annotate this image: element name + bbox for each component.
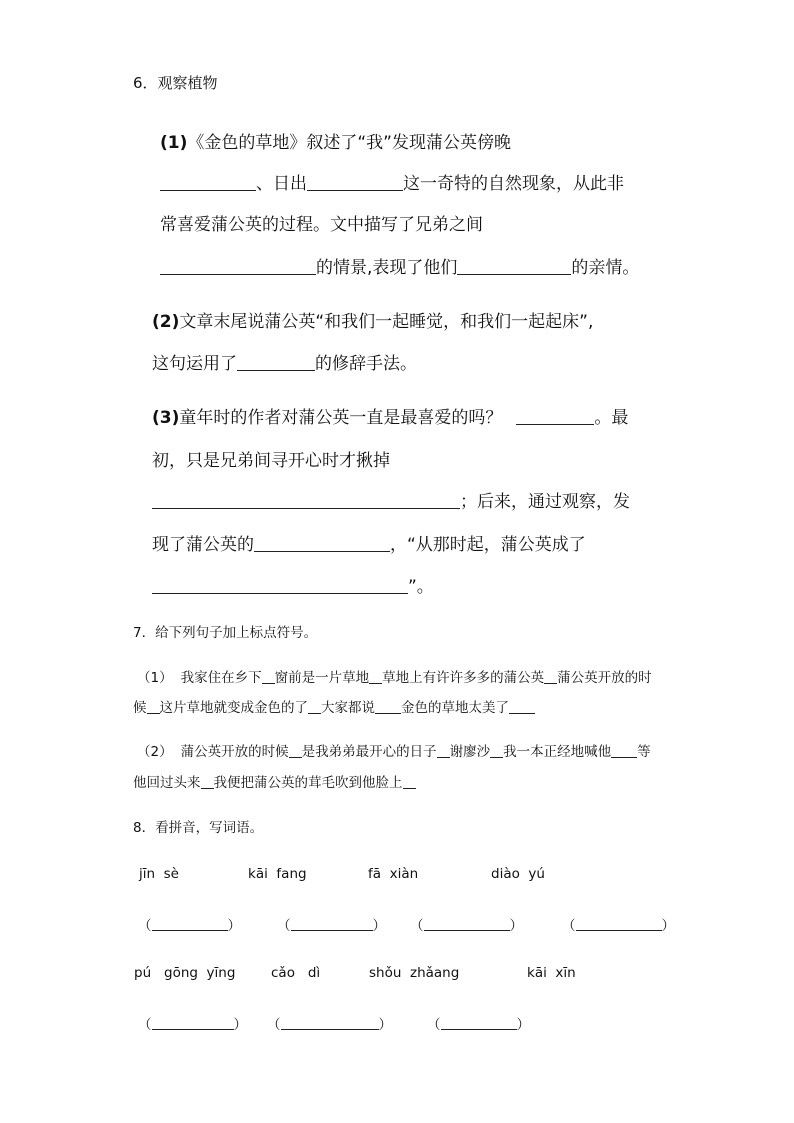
answer-box[interactable]: （ ）	[562, 918, 675, 934]
q6-part3-line4: 现了蒲公英的 ，“从那时起，蒲公英成了	[152, 535, 586, 555]
pinyin-shou-zhang: shǒu zhǎang	[369, 965, 460, 981]
q6-part2-line2: 这句运用了 的修辞手法。	[152, 354, 417, 374]
q6-part1-number: (1)	[160, 133, 188, 153]
answer-blank[interactable]	[152, 1017, 234, 1030]
q7-sentence1-line2: 候 这片草地就变成金色的了 大家都说 金色的草地太美了	[133, 696, 535, 716]
punctuation-blank[interactable]	[308, 700, 321, 715]
punctuation-blank[interactable]	[509, 700, 535, 715]
answer-blank[interactable]	[237, 353, 315, 371]
answer-blank[interactable]	[160, 173, 256, 191]
answer-box[interactable]: （ ）	[277, 918, 386, 934]
answer-blank[interactable]	[307, 173, 403, 191]
q6-part3-number: (3)	[152, 408, 180, 428]
q6-part3-line2: 初，只是兄弟间寻开心时才揪掉	[152, 451, 390, 471]
q6-part3-line5: ”。	[152, 572, 434, 597]
q7-sentence2-line2: 他回过头来 我便把蒲公英的茸毛吹到他脸上	[133, 771, 416, 791]
punctuation-blank[interactable]	[403, 775, 416, 790]
punctuation-blank[interactable]	[437, 744, 450, 759]
answer-blank[interactable]	[576, 918, 662, 931]
answer-blank[interactable]	[152, 576, 408, 594]
q6-part3-line3: ；后来，通过观察，发	[152, 487, 630, 512]
q6-part2-number: (2)	[152, 312, 180, 332]
pinyin-jin-se: jīn sè	[139, 866, 179, 882]
question-8-heading: 8．看拼音，写词语。	[133, 820, 264, 836]
punctuation-blank[interactable]	[201, 775, 214, 790]
answer-blank[interactable]	[424, 918, 510, 931]
answer-blank[interactable]	[254, 534, 390, 552]
pinyin-fa-xian: fā xiàn	[368, 866, 419, 882]
answer-blank[interactable]	[281, 1017, 379, 1030]
punctuation-blank[interactable]	[375, 700, 401, 715]
punctuation-blank[interactable]	[544, 670, 557, 685]
question-6-heading: 6．观察植物	[133, 74, 218, 92]
q6-part1-line4: 的情景,表现了他们 的亲情。	[160, 253, 639, 278]
q6-part1-line3: 常喜爱蒲公英的过程。文中描写了兄弟之间	[160, 215, 483, 235]
q6-part2-line1: (2)文章末尾说蒲公英“和我们一起睡觉，和我们一起起床”,	[152, 312, 594, 332]
punctuation-blank[interactable]	[262, 670, 275, 685]
q7-sentence1-line1: （1） 我家住在乡下 窗前是一片草地 草地上有许许多多的蒲公英 蒲公英开放的时	[137, 670, 652, 686]
answer-box[interactable]: （ ）	[427, 1017, 530, 1033]
pinyin-cao-di: cǎo dì	[271, 965, 321, 981]
q6-part1-line1: (1)《金色的草地》叙述了“我”发现蒲公英傍晚	[160, 133, 511, 153]
answer-blank[interactable]	[152, 491, 460, 509]
question-7-heading: 7．给下列句子加上标点符号。	[133, 625, 318, 641]
punctuation-blank[interactable]	[289, 744, 302, 759]
answer-blank[interactable]	[441, 1017, 517, 1030]
pinyin-kai-xin: kāi xīn	[527, 965, 576, 981]
q6-part1-line2: 、日出 这一奇特的自然现象，从此非	[160, 169, 624, 194]
answer-box[interactable]: （ ）	[138, 918, 241, 934]
answer-box[interactable]: （ ）	[267, 1017, 392, 1033]
punctuation-blank[interactable]	[369, 670, 382, 685]
punctuation-blank[interactable]	[490, 744, 503, 759]
answer-blank[interactable]	[160, 257, 316, 275]
pinyin-diao-yu: diào yú	[491, 866, 545, 882]
punctuation-blank[interactable]	[611, 744, 637, 759]
pinyin-pu-gong-ying: pú gōng yīng	[134, 965, 236, 981]
q6-part3-line1: (3)童年时的作者对蒲公英一直是最喜爱的吗？ 。最	[152, 408, 629, 428]
punctuation-blank[interactable]	[147, 700, 160, 715]
answer-blank[interactable]	[152, 918, 228, 931]
answer-box[interactable]: （ ）	[410, 918, 523, 934]
pinyin-kai-fang: kāi fang	[248, 866, 307, 882]
answer-blank[interactable]	[291, 918, 373, 931]
answer-box[interactable]: （ ）	[138, 1017, 247, 1033]
answer-blank[interactable]	[457, 257, 571, 275]
answer-blank[interactable]	[516, 407, 594, 425]
q7-sentence2-line1: （2） 蒲公英开放的时候 是我弟弟最开心的日子 谢廖沙 我一本正经地喊他 等	[137, 744, 651, 760]
